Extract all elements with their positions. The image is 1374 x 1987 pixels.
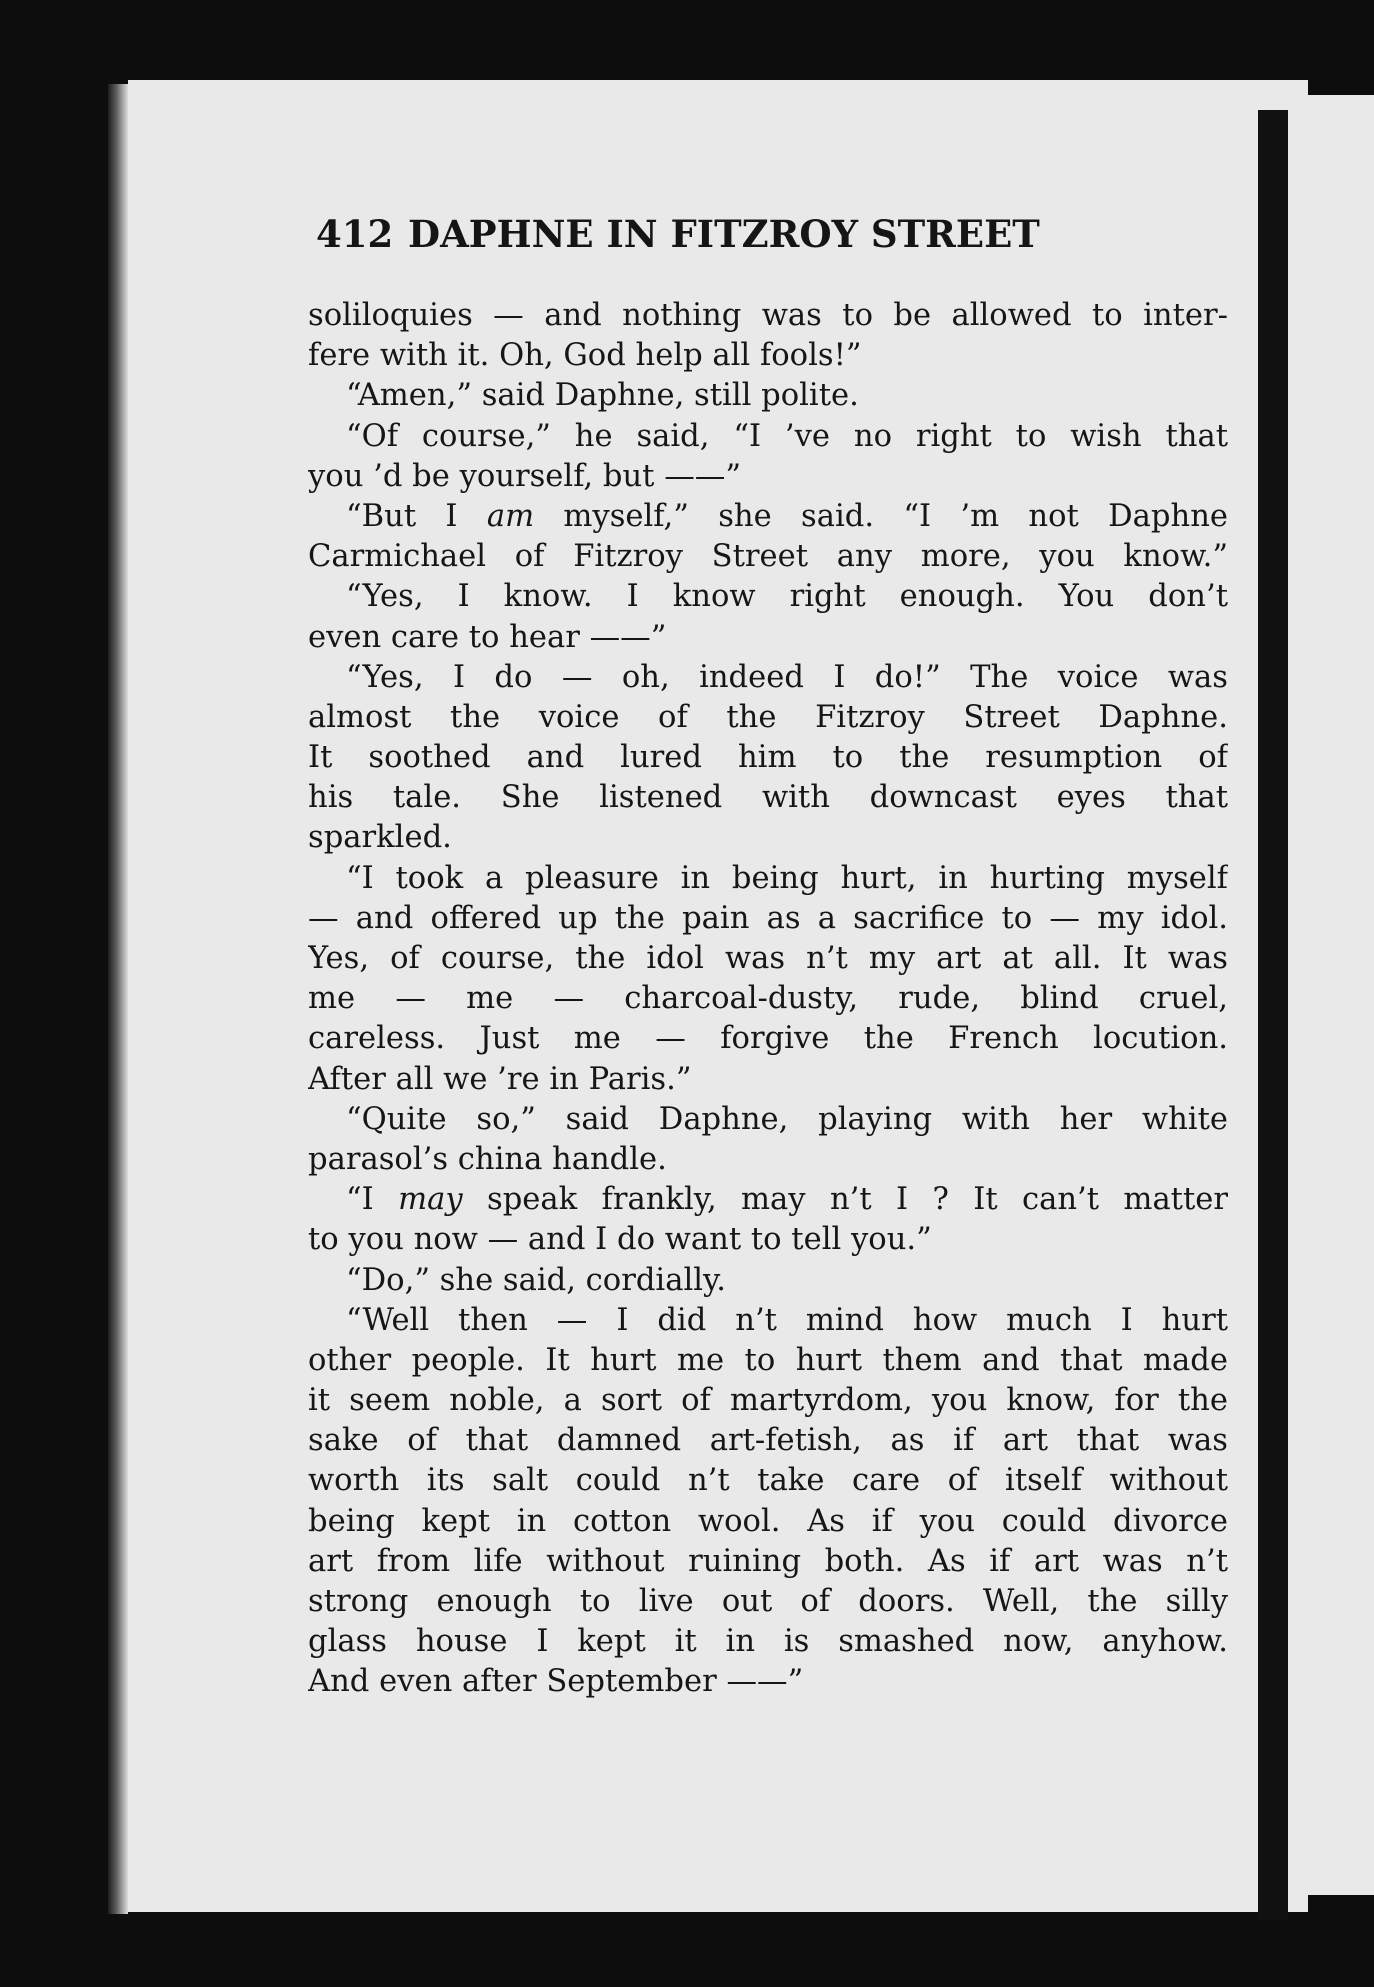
text-segment: myself,” she said. “I ’m not Daphne bbox=[534, 498, 1228, 534]
text-line: careless. Just me — forgive the French locution. bbox=[308, 1021, 1228, 1057]
text-line: Carmichael of Fitzroy Street any more, you know.” bbox=[308, 539, 1228, 575]
running-header bbox=[316, 212, 1096, 256]
text-line bbox=[308, 497, 1228, 537]
book-gutter bbox=[108, 84, 128, 1914]
text-line: “Of course,” he said, “I ’ve no right to wish that bbox=[346, 418, 1228, 454]
text-line: Yes, of course, the idol was n’t my art at all. It was bbox=[308, 941, 1228, 976]
text-line: his tale. She listened with downcast eyes that bbox=[308, 780, 1228, 816]
text-line: “Yes, I do — oh, indeed I do!” The voice was bbox=[346, 659, 1228, 695]
text-line: almost the voice of the Fitzroy Street Daphne. bbox=[308, 699, 1228, 735]
text-line: “I took a pleasure in being hurt, in hurting myself bbox=[346, 860, 1228, 896]
text-line: sparkled. bbox=[308, 820, 452, 856]
text-line: me — me — charcoal-dusty, rude, blind cruel, bbox=[308, 981, 1228, 1017]
text-line: other people. It hurt me to hurt them and that made bbox=[308, 1342, 1228, 1378]
text-line: you ’d be yourself, but ——” bbox=[308, 458, 742, 494]
text-line: “Do,” she said, cordially. bbox=[346, 1262, 726, 1298]
adjacent-page-sliver bbox=[1290, 95, 1374, 1895]
text-line: “Well then — I did n’t mind how much I hurt bbox=[346, 1302, 1228, 1338]
page-number: 412 bbox=[316, 212, 394, 256]
text-line: — and offered up the pain as a sacrifice to — my idol. bbox=[308, 900, 1228, 936]
text-line: fere with it. Oh, God help all fools!” bbox=[308, 338, 862, 374]
text-line bbox=[308, 1180, 1228, 1220]
text-line: parasol’s china handle. bbox=[308, 1141, 667, 1177]
text-line: It soothed and lured him to the resumption of bbox=[308, 740, 1228, 776]
text-line: “Yes, I know. I know right enough. You don’t bbox=[346, 579, 1228, 615]
text-line: sake of that damned art-fetish, as if art that was bbox=[308, 1423, 1228, 1459]
text-line: it seem noble, a sort of martyrdom, you know, for the bbox=[308, 1383, 1228, 1419]
text-segment: speak frankly, may n’t I ? It can’t matter bbox=[462, 1182, 1228, 1218]
text-line: And even after September ——” bbox=[308, 1664, 804, 1700]
text-line: glass house I kept it in is smashed now, anyhow. bbox=[308, 1624, 1228, 1660]
running-title: DAPHNE IN FITZROY STREET bbox=[408, 212, 1040, 256]
text-segment: “I bbox=[346, 1182, 399, 1218]
text-line: even care to hear ——” bbox=[308, 619, 667, 655]
text-line: strong enough to live out of doors. Well, the silly bbox=[308, 1584, 1228, 1619]
text-line: “Amen,” said Daphne, still polite. bbox=[346, 378, 859, 414]
text-line: After all we ’re in Paris.” bbox=[308, 1061, 692, 1097]
text-line: to you now — and I do want to tell you.” bbox=[308, 1222, 932, 1258]
text-line: being kept in cotton wool. As if you could divorce bbox=[308, 1503, 1228, 1539]
page-edge-shadow bbox=[1258, 110, 1288, 1920]
text-line: worth its salt could n’t take care of itself without bbox=[308, 1463, 1228, 1499]
text-line: “Quite so,” said Daphne, playing with her white bbox=[346, 1101, 1228, 1137]
italic-emphasis: may bbox=[398, 1182, 463, 1218]
text-line: soliloquies — and nothing was to be allowed to inter- bbox=[308, 298, 1228, 333]
text-segment: “But I bbox=[346, 498, 487, 534]
italic-emphasis: am bbox=[486, 498, 535, 534]
body-text bbox=[308, 296, 1228, 1703]
text-line: art from life without ruining both. As if art was n’t bbox=[308, 1543, 1228, 1579]
